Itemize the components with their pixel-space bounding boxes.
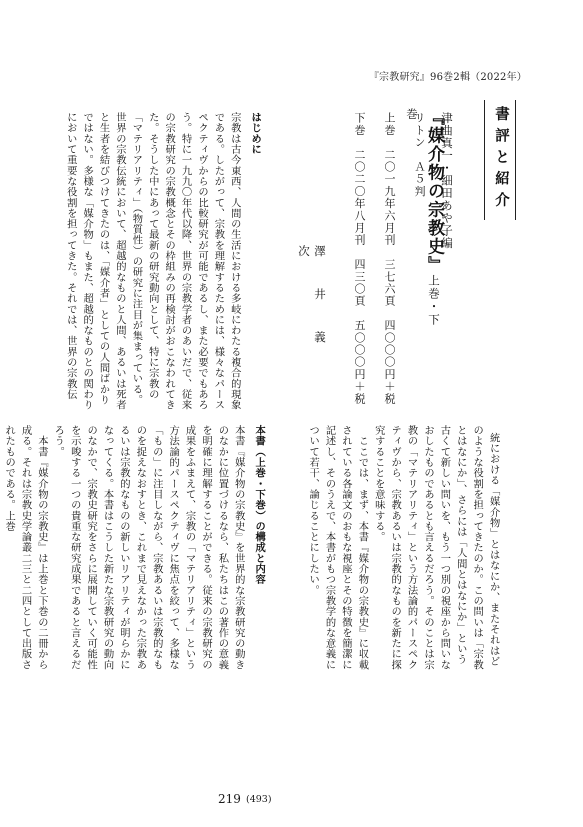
continuation-text: 統における「媒介物」とはなにか、またそれはどのような役割を担ってきたのか。この問いは「宗教とはなにか」、さらには「人間とはなにか」という古くて新しい問いを、もう一つ別の視座から問いなおしたものであるとも言えるだろう。そのことは宗教の「マテリアリティ」という方法論的パースペクティヴから、宗教あるいは宗教的なものを新たに探究することを意味する。 ここでは、まず、本書『媒介物の宗教史』に収載されている各論文のおもな視座とその特徴を簡潔に記述し、そのうえで、本書がもつ宗教学的な意義について若干、論じることにしたい。 bbox=[307, 425, 500, 670]
publication-info bbox=[344, 112, 434, 412]
publication-line-upper: 上巻 二〇一九年六月刊 三七六頁 四〇〇〇円＋税 bbox=[383, 112, 396, 405]
book-title-suffix: 上巻・下巻 bbox=[405, 108, 441, 327]
intro-heading: はじめに bbox=[249, 112, 262, 155]
structure-heading: 本書（上巻・下巻）の構成と内容 bbox=[253, 425, 266, 585]
book-title-main: 『媒介物の宗教史』 bbox=[424, 108, 444, 275]
publication-line-lower: 下巻 二〇二〇年八月刊 四三〇頁 五〇〇〇円＋税 bbox=[353, 112, 366, 405]
total-page-number: (493) bbox=[246, 794, 272, 805]
book-editors: 津曲真一・細田あや子編 bbox=[440, 112, 454, 250]
page-number: 219 bbox=[218, 792, 241, 806]
section-label: 書評と紹介 bbox=[484, 100, 516, 220]
journal-reference: 『宗教研究』96巻2輯（2022年） bbox=[368, 72, 527, 83]
reviewer-name: 澤 井 義 次 bbox=[297, 245, 327, 374]
structure-text: 本書『媒介物の宗教史』を世界的な宗教研究の動きのなかに位置づけるなら、私たちはこの著作の意義を明確に理解することができる。従来の宗教研究の成果をふまえて、宗教の「マテリアリティ」という方法論的パースペクティヴに焦点を絞って、多様な「もの」に注目しながら、宗教あるいは宗教的なものを捉えなおすとき、これまで見えなかった宗教あるいは宗教的なものの新しいリアリティが明らかになってくる。本書はこうした新たな宗教研究の動向のなかで、宗教史研究をさらに展開していく可能性を示唆する一つの貴重な研究成果であると言えるだろう。 本書『媒介物の宗教史』は上巻と下巻の二冊から成る。それは宗教史学論叢二三と二四として出版されたものである。上巻 bbox=[3, 425, 245, 670]
structure-section bbox=[3, 425, 300, 670]
continuation-section bbox=[307, 425, 518, 670]
intro-section bbox=[64, 112, 296, 412]
publication-format: リトン Ａ５判 bbox=[413, 112, 426, 198]
intro-text: 宗教は古今東西、人間の生活における多岐にわたる複合的現象である。したがって、宗教を理解するためには、様々なパースペクティヴからの比較研究が可能であるし、また必要でもあろう。特に一九九〇年代以降、世界の宗教学者のあいだで、従来の宗教研究の宗教概念とその枠組みの再検討がおこなわれてきた。そうした中にあって最新の研究動向として、特に宗教の「マテリアリティ」（物質性）の研究に注目が集まっている。世界の宗教伝統において、超越的なものと人間、あるいは死者と生者を結びつけてきたのは、「媒介者」としての人間ばかりではない。多様な「媒介物」もまた、超越的なものとの関わりにおいて重要な役割を担ってきた。それでは、世界の宗教伝 bbox=[64, 112, 241, 411]
